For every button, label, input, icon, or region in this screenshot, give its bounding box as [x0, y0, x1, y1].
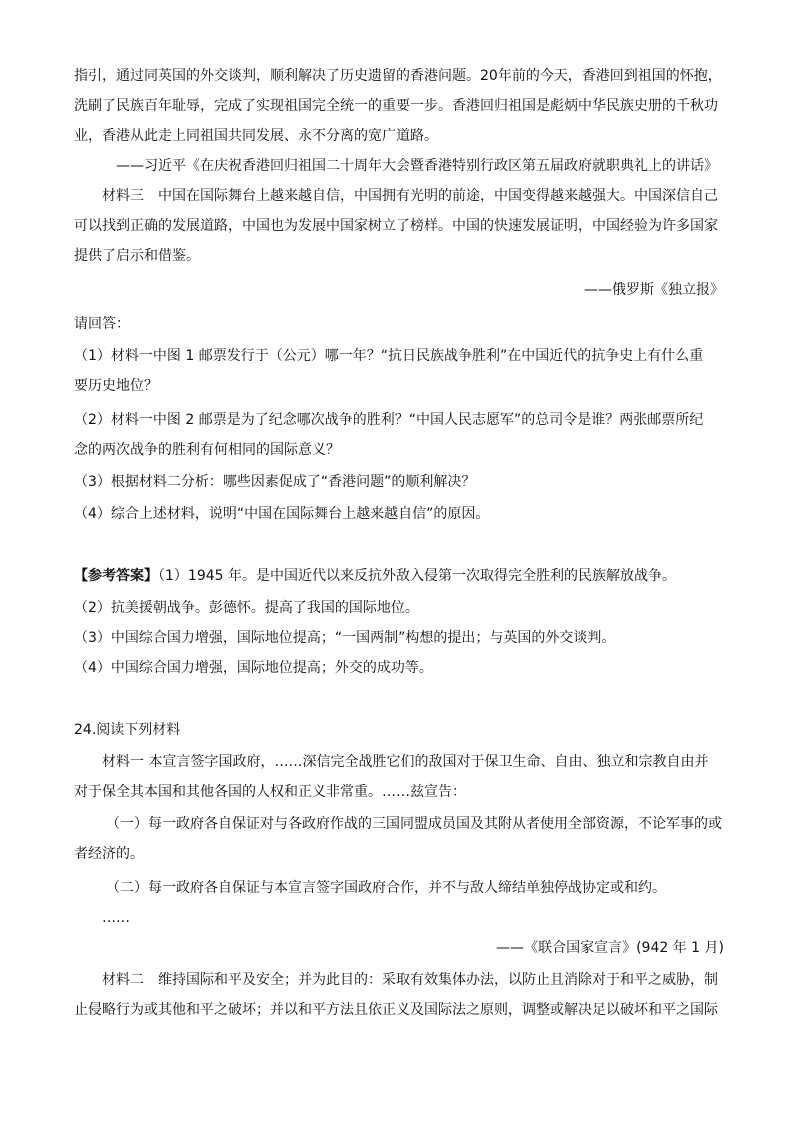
material-one-line: 对于保全其本国和其他各国的人权和正义非常重。……兹宣告：: [74, 784, 466, 800]
answer-4: （4）中国综合国力增强，国际地位提高；外交的成功等。: [74, 660, 433, 676]
question-24-heading: 24.阅读下列材料: [74, 722, 181, 738]
material-three-line: 提供了启示和借鉴。: [74, 248, 200, 264]
question-2: （2）材料一中图 2 邮票是为了纪念哪次战争的胜利？“中国人民志愿军”的总司令是谁？两张邮票所纪: [74, 412, 704, 428]
declaration-item-1: 者经济的。: [74, 846, 144, 862]
question-4: （4）综合上述材料，说明“中国在国际舞台上越来越自信”的原因。: [74, 506, 490, 522]
material-two-line: 止侵略行为或其他和平之破坏；并以和平方法且依正义及国际法之原则，调整或解决足以破坏和平之国际: [74, 1002, 718, 1018]
question-1: （1）材料一中图 1 邮票发行于（公元）哪一年？“抗日民族战争胜利”在中国近代的抗争史上有什么重: [74, 348, 704, 364]
material-one-line: 材料一 本宣言签字国政府，……深信完全战胜它们的敌国对于保卫生命、自由、独立和宗教自由并: [102, 754, 709, 770]
text-line: 业，香港从此走上同祖国共同发展、永不分离的宽广道路。: [74, 128, 438, 144]
question-prompt: 请回答：: [74, 316, 130, 332]
material-two-line: 材料二 维持国际和平及安全；并为此目的：采取有效集体办法，以防止且消除对于和平之威胁，制: [102, 972, 718, 988]
question-2: 念的两次战争的胜利有何相同的国际意义？: [74, 442, 340, 458]
answer-2: （2）抗美援朝战争。彭德怀。提高了我国的国际地位。: [74, 600, 419, 616]
answer-text: （1）1945 年。是中国近代以来反抗外敌入侵第一次取得完全胜利的民族解放战争。: [158, 568, 676, 584]
answer-tag: 【参考答案】: [74, 568, 158, 584]
question-1: 要历史地位？: [74, 378, 158, 394]
material-three-line: 可以找到正确的发展道路，中国也为发展中国家树立了榜样。中国的快速发展证明，中国经验为许多国家: [74, 218, 718, 234]
question-3: （3）根据材料二分析：哪些因素促成了“香港问题”的顺利解决？: [74, 474, 476, 490]
declaration-item-1: （一）每一政府各自保证对与各政府作战的三国同盟成员国及其附从者使用全部资源，不论军事的或: [106, 816, 722, 832]
source-citation: ——习近平《在庆祝香港回归祖国二十周年大会暨香港特别行政区第五届政府就职典礼上的讲话》: [116, 158, 718, 174]
text-line: 洗刷了民族百年耻辱，完成了实现祖国完全统一的重要一步。香港回归祖国是彪炳中华民族史册的千秋功: [74, 98, 718, 114]
material-three-line: 材料三 中国在国际舞台上越来越自信，中国拥有光明的前途，中国变得越来越强大。中国深信自己: [102, 188, 718, 204]
text-line: 指引，通过同英国的外交谈判，顺利解决了历史遗留的香港问题。20年前的今天，香港回到祖国的怀抱，: [74, 68, 722, 84]
declaration-item-2: （二）每一政府各自保证与本宣言签字国政府合作，并不与敌人缔结单独停战协定或和约。: [106, 880, 666, 896]
ellipsis: ……: [102, 910, 130, 926]
answer-3: （3）中国综合国力增强，国际地位提高；“一国两制”构想的提出；与英国的外交谈判。: [74, 630, 616, 646]
source-citation: ——《联合国家宣言》(942 年 1 月): [496, 940, 724, 956]
answer-1: [74, 566, 724, 586]
source-citation: ——俄罗斯《独立报》: [584, 282, 724, 298]
